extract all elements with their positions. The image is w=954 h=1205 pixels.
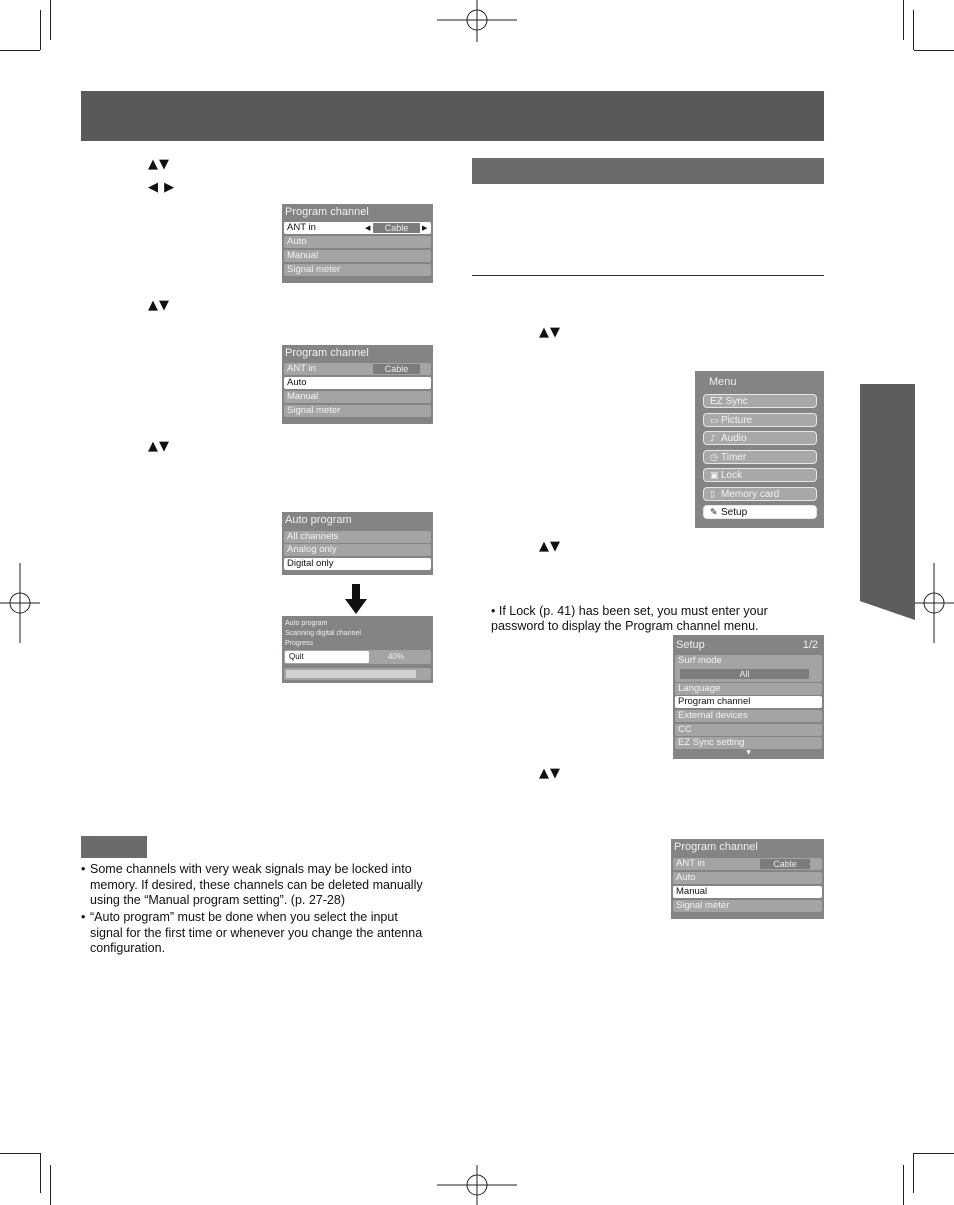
crop-mark <box>913 1153 914 1193</box>
note-text: Some channels with very weak signals may be locked into memory. If desired, these channels can be deleted manually using the “Manual program setting”. (p. 27-28) <box>90 862 423 907</box>
program-channel-menu <box>671 839 824 919</box>
row-label: ANT in <box>676 858 705 869</box>
menu-row-auto[interactable]: Auto <box>284 377 431 389</box>
up-down-arrows-icon: ▲▼ <box>148 439 170 454</box>
surf-mode-value: All <box>680 669 809 679</box>
clock-icon: ◷ <box>710 453 718 463</box>
registration-mark-left <box>0 563 40 643</box>
registration-mark-right <box>914 563 954 643</box>
menu-row-manual[interactable]: Manual <box>284 250 431 262</box>
crop-mark <box>40 10 41 50</box>
menu-row-cc[interactable]: CC <box>675 724 822 736</box>
right-triangle-icon[interactable]: ▶ <box>422 224 428 232</box>
crop-mark <box>50 1165 51 1205</box>
menu-title: Auto program <box>285 514 352 526</box>
note-icon: ♪ <box>710 434 716 444</box>
scroll-down-icon[interactable]: ▼ <box>746 749 751 756</box>
menu-title: Program channel <box>285 347 369 359</box>
registration-mark-top <box>437 0 517 42</box>
menu-item-picture[interactable] <box>703 413 817 427</box>
lock-icon: ▣ <box>710 471 719 481</box>
ant-in-value: Cable <box>760 859 810 869</box>
menu-item-lock[interactable] <box>703 468 817 482</box>
menu-item-label: Setup <box>721 507 748 518</box>
menu-item-timer[interactable] <box>703 450 817 464</box>
up-down-arrows-icon: ▲▼ <box>539 325 561 340</box>
progress-title: Auto program <box>285 620 328 627</box>
main-menu <box>695 371 824 528</box>
menu-item-label: Audio <box>721 433 747 444</box>
progress-fill <box>286 670 416 678</box>
menu-item-audio[interactable] <box>703 431 817 445</box>
menu-row-digital-only[interactable]: Digital only <box>284 558 431 570</box>
menu-row-external-devices[interactable]: External devices <box>675 710 822 722</box>
wrench-icon: ✎ <box>710 508 718 518</box>
lock-note: • If Lock (p. 41) has been set, you must enter your password to display the Program channel menu. <box>491 604 768 633</box>
card-icon: ▯ <box>710 490 715 500</box>
page-header-bar <box>81 91 824 141</box>
section-header-bar <box>472 158 824 184</box>
menu-item-setup[interactable] <box>703 505 817 519</box>
left-right-arrows-icon: ◀ ▶ <box>148 180 176 195</box>
progress-status: Scanning digital channel <box>285 630 361 637</box>
crop-mark <box>914 50 954 51</box>
menu-row-auto[interactable]: Auto <box>673 872 822 884</box>
crop-mark <box>903 1165 904 1205</box>
left-triangle-icon[interactable]: ◀ <box>365 224 371 232</box>
notes-header-bar <box>81 836 147 858</box>
menu-row-signal-meter[interactable]: Signal meter <box>673 900 822 912</box>
picture-icon: ▭ <box>710 416 719 426</box>
row-label: ANT in <box>287 222 316 233</box>
down-arrow-icon <box>345 584 367 614</box>
menu-row-surf-mode[interactable] <box>675 655 822 682</box>
menu-item-label: Lock <box>721 470 743 481</box>
program-channel-menu <box>282 204 433 283</box>
up-down-arrows-icon: ▲▼ <box>148 157 170 172</box>
crop-mark <box>913 10 914 50</box>
note-item <box>81 862 431 912</box>
ant-in-value: Cable <box>373 364 420 374</box>
menu-row-signal-meter[interactable]: Signal meter <box>284 264 431 276</box>
divider <box>472 275 824 276</box>
menu-row-language[interactable]: Language <box>675 683 822 695</box>
up-down-arrows-icon: ▲▼ <box>539 539 561 554</box>
page-indicator: 1/2 <box>802 639 818 651</box>
crop-mark <box>0 50 40 51</box>
menu-row-ant-in[interactable] <box>673 858 822 870</box>
side-tab <box>860 384 915 620</box>
quit-button[interactable]: Quit <box>285 651 369 663</box>
menu-row-ant-in[interactable] <box>284 363 431 375</box>
auto-program-menu <box>282 512 433 575</box>
menu-row-manual[interactable]: Manual <box>673 886 822 898</box>
up-down-arrows-icon: ▲▼ <box>148 298 170 313</box>
crop-mark <box>0 1153 40 1154</box>
menu-item-label: Timer <box>721 452 747 463</box>
crop-mark <box>914 1153 954 1154</box>
menu-item-label: Memory card <box>721 489 780 500</box>
registration-mark-bottom <box>437 1165 517 1205</box>
menu-row-ez-sync-setting[interactable]: EZ Sync setting <box>675 737 822 749</box>
menu-row-analog-only[interactable]: Analog only <box>284 544 431 556</box>
menu-row-manual[interactable]: Manual <box>284 391 431 403</box>
menu-item-label: EZ Sync <box>710 396 748 407</box>
menu-title: Program channel <box>674 841 758 853</box>
progress-label: Progress <box>285 640 314 647</box>
crop-mark <box>50 0 51 40</box>
crop-mark <box>40 1153 41 1193</box>
menu-item-memory-card[interactable] <box>703 487 817 501</box>
row-label: Surf mode <box>678 655 722 666</box>
menu-title: Program channel <box>285 206 369 218</box>
menu-row-signal-meter[interactable]: Signal meter <box>284 405 431 417</box>
progress-track <box>284 668 431 680</box>
bullet: • <box>81 862 86 876</box>
setup-menu <box>673 635 824 759</box>
menu-row-all-channels[interactable]: All channels <box>284 531 431 543</box>
program-channel-menu <box>282 345 433 424</box>
bullet: • <box>81 910 86 924</box>
menu-row-ant-in[interactable] <box>284 222 431 234</box>
note-item <box>81 910 431 960</box>
ant-in-value: Cable <box>373 223 420 233</box>
crop-mark <box>903 0 904 40</box>
menu-title: Menu <box>709 376 737 388</box>
row-label: ANT in <box>287 363 316 374</box>
menu-item-label: Picture <box>721 415 753 426</box>
menu-title: Setup <box>676 639 705 651</box>
auto-program-progress <box>282 616 433 683</box>
note-text: “Auto program” must be done when you select the input signal for the first time or whenever you change the antenna configuration. <box>90 910 423 955</box>
menu-item-ez-sync[interactable] <box>703 394 817 408</box>
up-down-arrows-icon: ▲▼ <box>539 766 561 781</box>
progress-percent: 40% <box>387 652 404 661</box>
progress-row <box>284 650 431 664</box>
menu-row-auto[interactable]: Auto <box>284 236 431 248</box>
menu-row-program-channel[interactable]: Program channel <box>675 696 822 708</box>
